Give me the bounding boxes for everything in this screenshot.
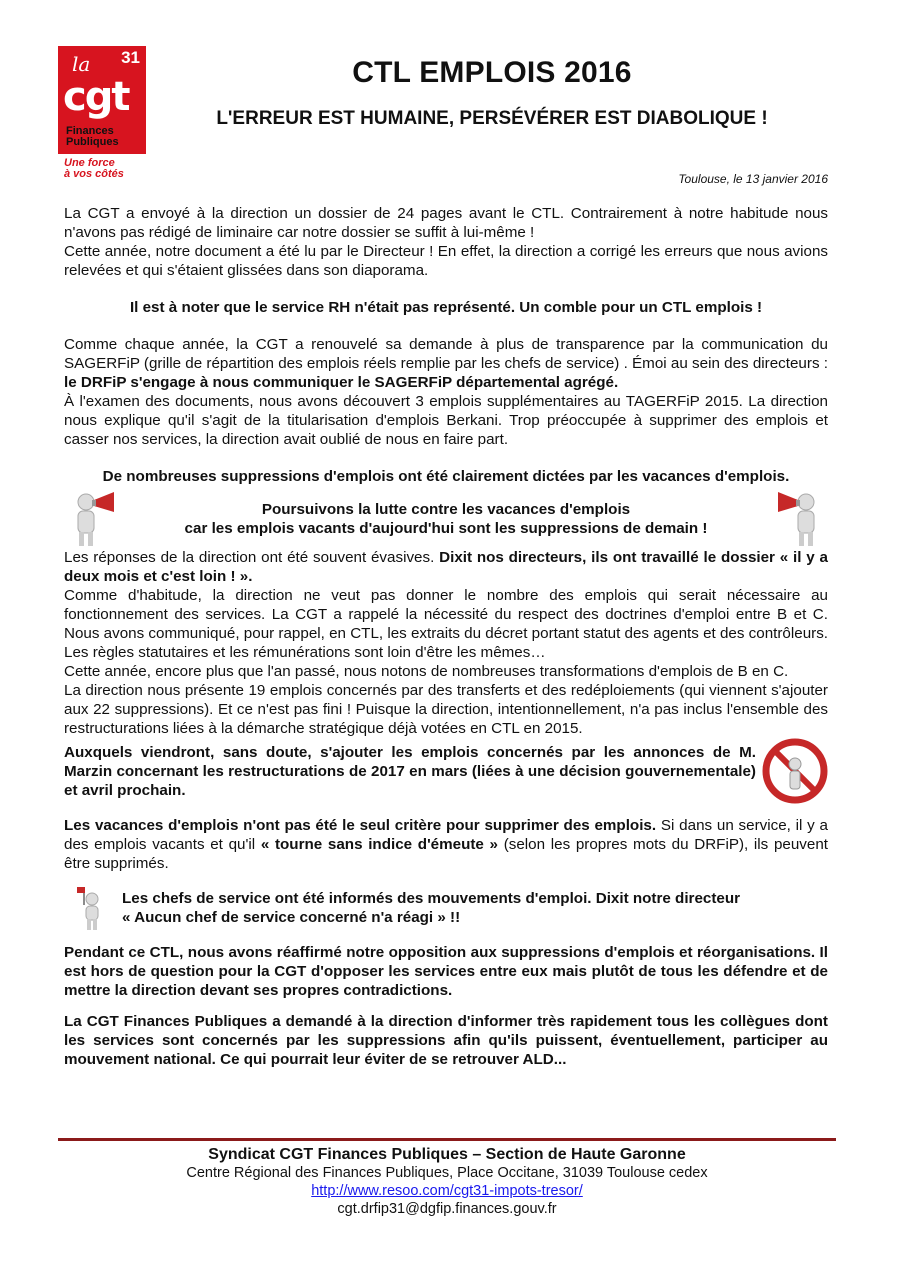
footer — [58, 1146, 836, 1218]
paragraph: La direction nous présente 19 emplois concernés par des transferts et des redéploiements (qui viennent s'ajouter aux 22 suppressions). Et ce n'est pas fini ! Puisque la direction, intentionnellement, n'a pas inclus l'ensemble des restructurations liées à la démarche stratégique déjà votées en CTL en 2015. — [64, 682, 828, 737]
bold-text: Dixit nos directeurs, ils ont travaillé le dossier « il y a deux mois et c'est loin ! ». — [64, 549, 828, 585]
bold-text: le DRFiP s'engage à nous communiquer le SAGERFiP départemental agrégé. — [64, 374, 619, 391]
bold-text: « tourne sans indice d'émeute » — [260, 836, 498, 853]
paragraph — [64, 548, 828, 586]
callout-line1: Poursuivons la lutte contre les vacances d'emplois — [261, 501, 631, 518]
paragraph — [64, 335, 828, 392]
footer-org: Syndicat CGT Finances Publiques – Section de Haute Garonne — [208, 1146, 686, 1163]
callout-text — [124, 500, 768, 538]
logo-badge — [58, 46, 146, 154]
chefs-row — [64, 885, 828, 931]
bold-text: Les vacances d'emplois n'ont pas été le seul critère pour supprimer des emplois. — [64, 817, 657, 834]
text-line: « Aucun chef de service concerné n'a réagi » !! — [122, 909, 461, 926]
bold-text: Il est à noter que le service RH n'était pas représenté. Un comble pour un CTL emplois ! — [129, 299, 763, 316]
footer-email: cgt.drfip31@dgfip.finances.gouv.fr — [337, 1201, 557, 1217]
warning-icon — [762, 738, 828, 804]
paragraph: À l'examen des documents, nous avons découvert 3 emplois supplémentaires au TAGERFiP 2015. La direction nous explique qu'il s'agit de la titularisation d'emplois Berkani. Trop préoccupée à supprimer des emplois et casser nos services, la direction avait oublié de nous en faire part. — [64, 393, 828, 448]
paragraph: La CGT a envoyé à la direction un dossier de 24 pages avant le CTL. Contrairement à notre habitude nous n'avons pas rédigé de liminaire car notre dossier se suffit à lui-même ! — [64, 205, 828, 241]
megaphone-person-icon — [768, 490, 828, 548]
highlight-paragraph — [64, 298, 828, 317]
logo-tagline — [58, 158, 146, 180]
logo-finances — [66, 126, 119, 148]
logo-cgt: cgt — [63, 74, 129, 120]
paragraph — [64, 816, 828, 873]
footer-rule — [58, 1138, 836, 1141]
callout-row — [64, 490, 828, 548]
document-body — [64, 204, 828, 1069]
paragraph: Pendant ce CTL, nous avons réaffirmé notre opposition aux suppressions d'emplois et réorganisations. Il est hors de question pour la CGT d'opposer les services entre eux mais plutôt de tous les défendre et de mettre la direction devant ses propres contradictions. — [64, 944, 828, 999]
page-subtitle: L'ERREUR EST HUMAINE, PERSÉVÉRER EST DIABOLIQUE ! — [216, 108, 768, 129]
logo-fin2: Publiques — [66, 136, 119, 148]
text: (selon les propres mots du DRFiP), ils peuvent être supprimés. — [64, 836, 828, 872]
text-line: Les chefs de service ont été informés des mouvements d'emploi. Dixit notre directeur — [122, 890, 741, 907]
page-title: CTL EMPLOIS 2016 — [352, 56, 632, 89]
bold-text: De nombreuses suppressions d'emplois ont été clairement dictées par les vacances d'emplois. — [102, 468, 790, 485]
warning-row — [64, 738, 828, 804]
text: Comme chaque année, la CGT a renouvelé sa demande à plus de transparence par la communication du SAGERFiP (grille de répartition des emplois réels remplie par les chefs de service) . Émoi au sein des directeurs : — [64, 336, 828, 372]
footer-website-link[interactable]: http://www.resoo.com/cgt31-impots-tresor/ — [311, 1183, 583, 1199]
logo-fin1: Finances — [66, 125, 114, 137]
paragraph: La CGT Finances Publiques a demandé à la direction d'informer très rapidement tous les collègues dont les services sont concernés par les suppressions afin qu'ils puissent, éventuellement, participer au mouvement national. Ce qui pourrait leur éviter de se retrouver ALD... — [64, 1013, 828, 1068]
text: Les réponses de la direction ont été souvent évasives. — [64, 549, 440, 566]
logo-tag1: Une force — [64, 157, 115, 169]
person-flag-icon — [64, 885, 114, 931]
chefs-text — [122, 889, 828, 927]
paragraph: Comme d'habitude, la direction ne veut pas donner le nombre des emplois qui serait nécessaire au fonctionnement des services. La CGT a rappelé la nécessité du respect des doctrines d'emploi entre B et C. Nous avons communiqué, pour rappel, en CTL, les extraits du décret portant statut des agents et des contrôleurs. Les règles statutaires et les rémunérations sont loin d'être les mêmes… — [64, 587, 829, 661]
text: Si dans un service, il y a des emplois vacants et qu'il — [64, 817, 829, 853]
callout-line2: car les emplois vacants d'aujourd'hui sont les suppressions de demain ! — [184, 520, 708, 537]
megaphone-person-icon — [64, 490, 124, 548]
paragraph: Cette année, encore plus que l'an passé, nous notons de nombreuses transformations d'emplois de B en C. — [64, 663, 789, 680]
paragraph: Cette année, notre document a été lu par le Directeur ! En effet, la direction a corrigé les erreurs que nous avions relevées et qui s'étaient glissées dans son diaporama. — [64, 243, 828, 279]
logo-number: 31 — [121, 48, 140, 67]
logo-tag2: à vos côtés — [64, 168, 124, 180]
footer-address: Centre Régional des Finances Publiques, Place Occitane, 31039 Toulouse cedex — [186, 1165, 708, 1181]
highlight-paragraph — [64, 467, 828, 486]
logo-la: la — [72, 52, 91, 76]
date-line: Toulouse, le 13 janvier 2016 — [678, 172, 828, 186]
cgt-logo — [58, 46, 146, 178]
paragraph: Auxquels viendront, sans doute, s'ajouter les emplois concernés par les annonces de M. Marzin concernant les restructurations de 2017 en mars (liées à une décision gouvernementale) et avril prochain. — [64, 743, 756, 799]
